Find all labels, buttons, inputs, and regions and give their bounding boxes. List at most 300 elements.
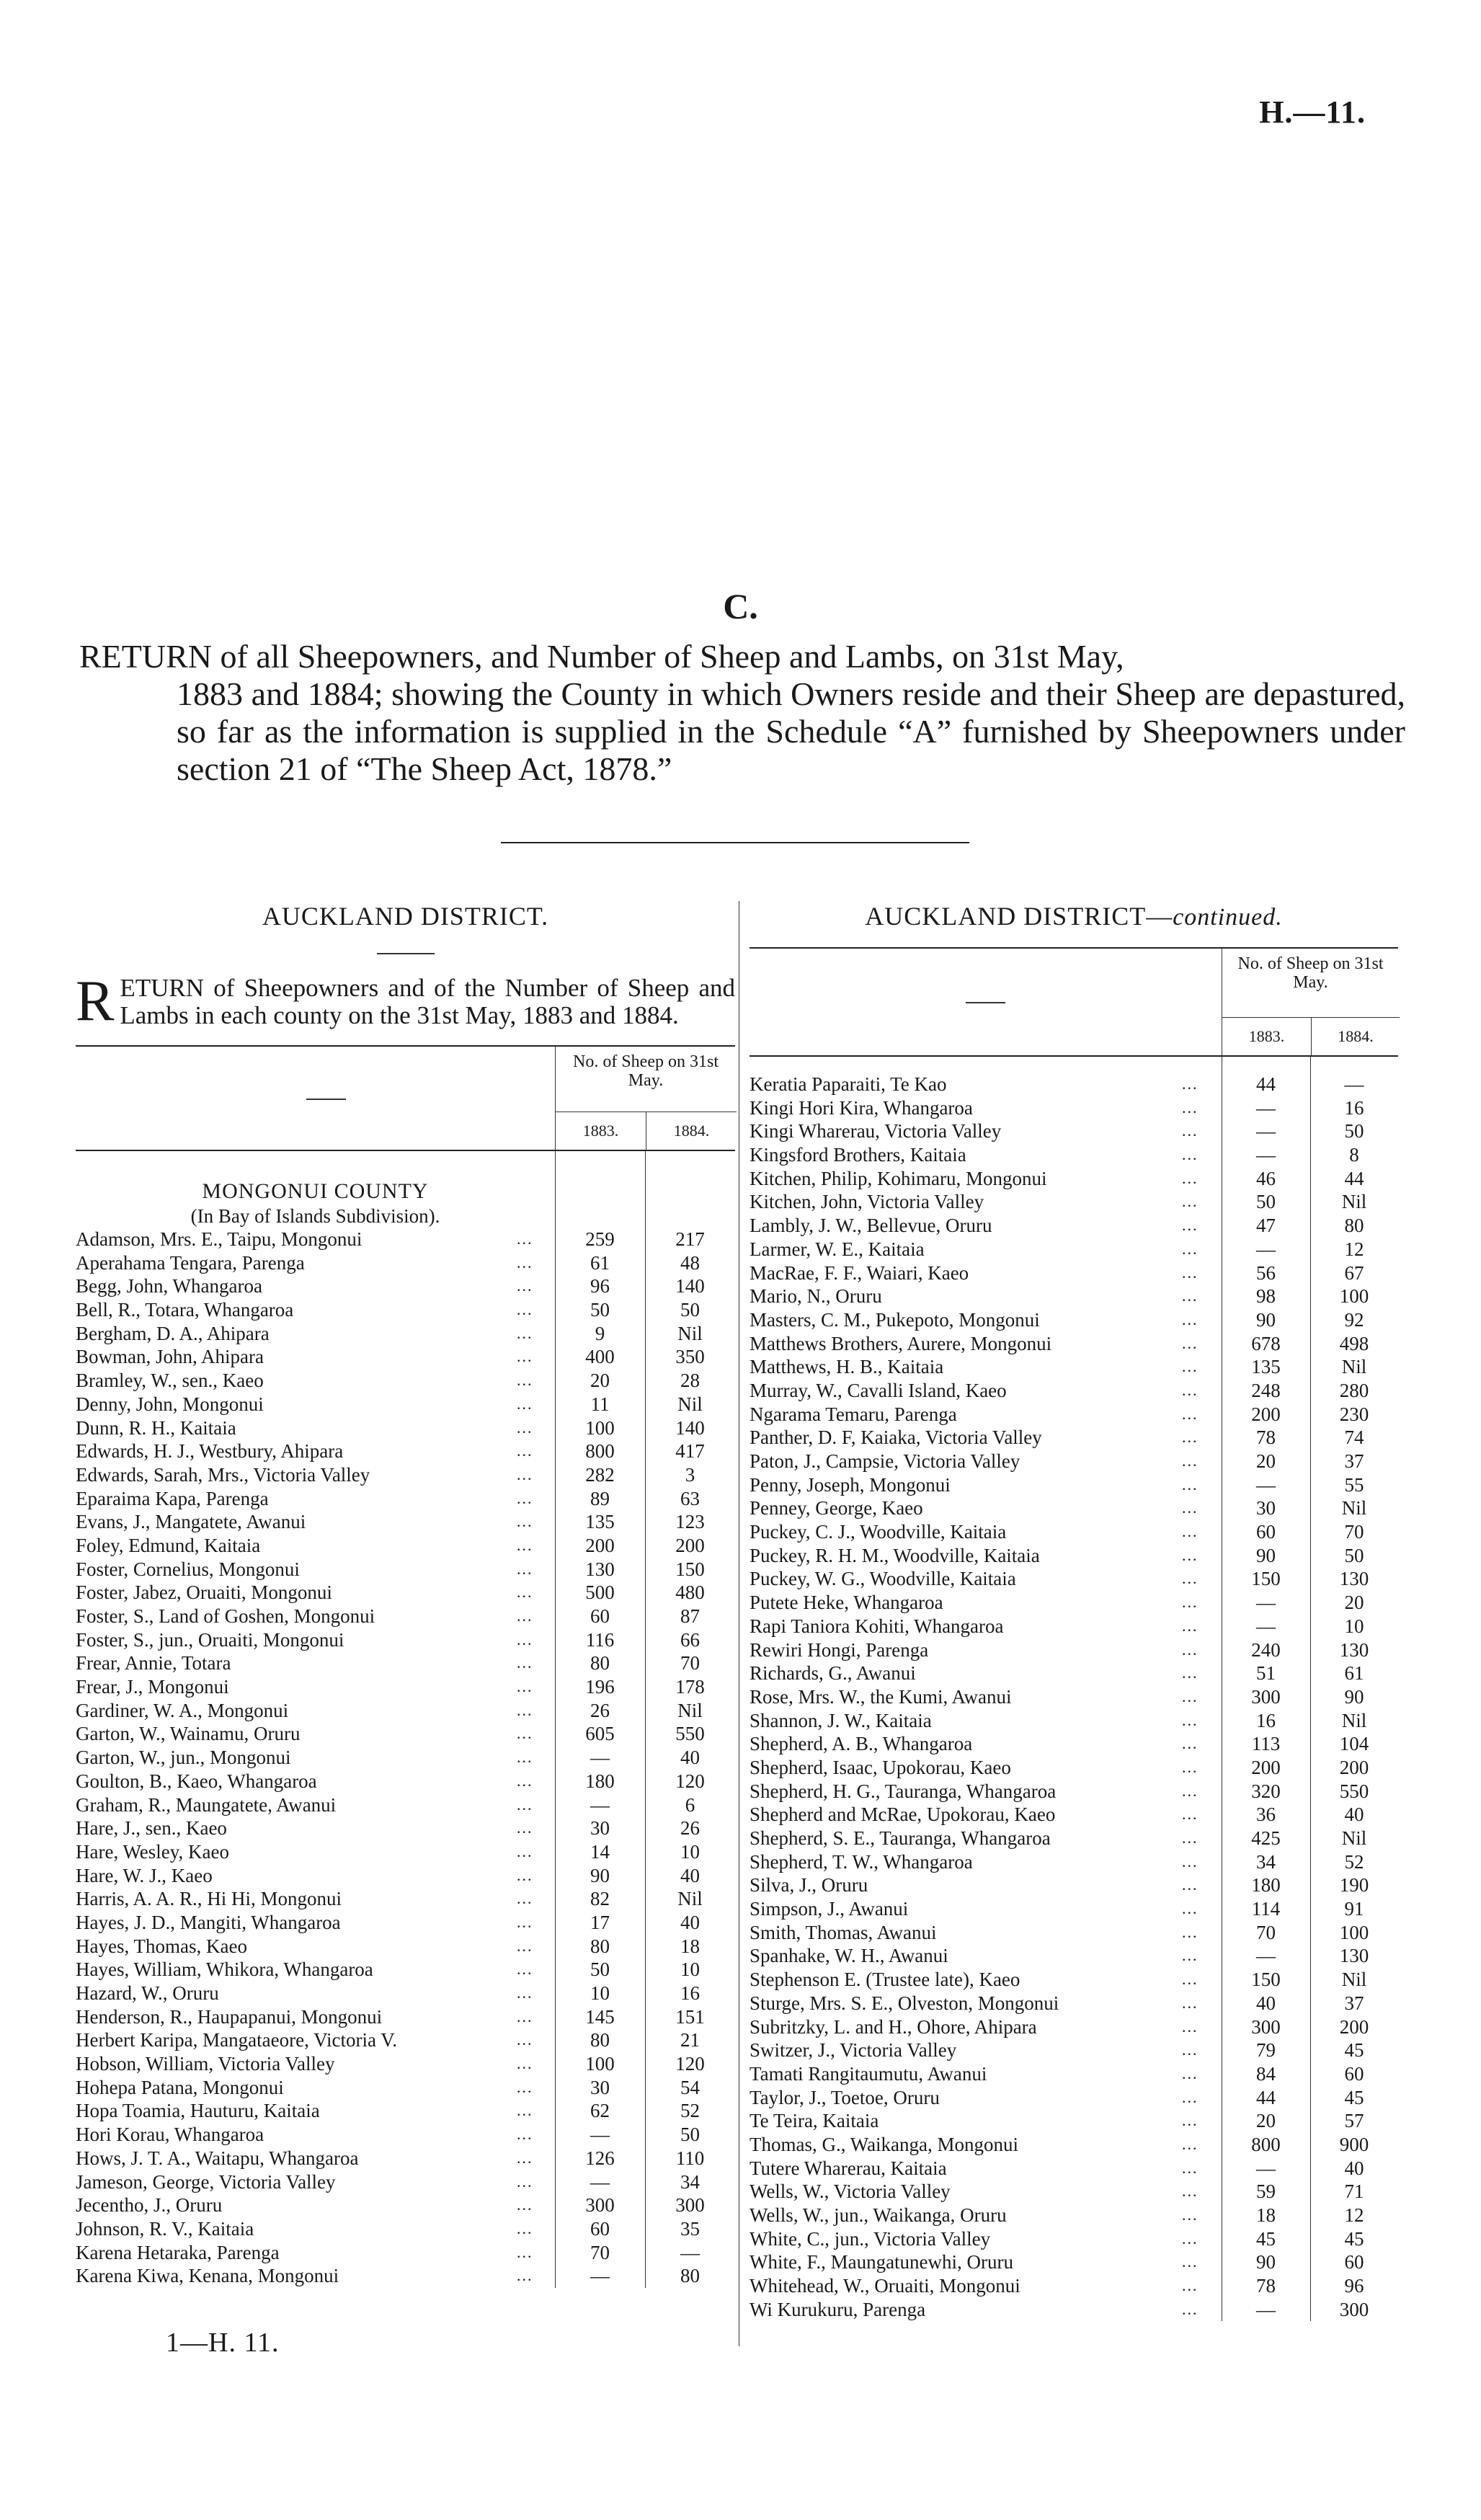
table-row	[76, 1510, 735, 1534]
owner-name: Garton, W., jun., Mongonui	[76, 1747, 291, 1769]
owner-name: Keratia Paparaiti, Te Kao	[750, 1073, 947, 1095]
owner-name: Shepherd and McRae, Upokorau, Kaeo	[750, 1804, 1056, 1826]
table-row	[750, 1308, 1398, 1332]
owner-name: Tamati Rangitaumutu, Awanui	[750, 2062, 987, 2085]
leader-dots: ...	[1182, 1876, 1198, 1894]
owner-name: Graham, R., Maungatete, Awanui	[76, 1793, 337, 1816]
owner-name: Tutere Wharerau, Kaitaia	[750, 2157, 947, 2179]
value-1884: 54	[680, 2076, 700, 2098]
table-row	[750, 1355, 1398, 1379]
value-1884: 120	[675, 1770, 705, 1792]
owner-name: Smith, Thomas, Awanui	[750, 1921, 937, 1943]
owner-name: Hare, W. J., Kaeo	[76, 1864, 213, 1886]
value-1883: 90	[1256, 2251, 1276, 2273]
owner-name: Rapi Taniora Kohiti, Whangaroa	[750, 1615, 1004, 1637]
table-row	[750, 1520, 1398, 1544]
value-1884: 110	[675, 2147, 705, 2169]
value-1884: 300	[1339, 2298, 1369, 2320]
value-1884: 60	[1344, 2251, 1364, 2273]
owner-name: Garton, W., Wainamu, Oruru	[76, 1723, 301, 1745]
leader-dots: ...	[1182, 1168, 1198, 1187]
table-row	[76, 1699, 735, 1723]
leader-dots: ...	[1182, 1263, 1198, 1282]
table-row	[76, 1793, 735, 1817]
leader-dots: ...	[517, 1865, 533, 1884]
value-1884: 40	[1344, 2157, 1364, 2179]
table-row	[750, 1732, 1398, 1756]
value-1884: 91	[1344, 1898, 1364, 1920]
value-1884: 150	[675, 1558, 705, 1580]
value-1884: Nil	[1341, 1356, 1367, 1378]
value-1884: 61	[1344, 1662, 1364, 1685]
value-1884: 60	[1344, 2062, 1364, 2085]
value-1884: 3	[685, 1463, 695, 1486]
owner-name: Eparaima Kapa, Parenga	[76, 1487, 269, 1509]
value-1883: 116	[585, 1628, 615, 1651]
owner-name: Hare, Wesley, Kaeo	[76, 1840, 229, 1863]
leader-dots: ...	[1182, 1852, 1198, 1871]
owner-name: Hazard, W., Oruru	[76, 1982, 219, 2004]
leader-dots: ...	[517, 1936, 533, 1955]
table-row	[750, 2157, 1398, 2180]
value-1884: 37	[1344, 1450, 1364, 1472]
owner-name: Shepherd, T. W., Whangaroa	[750, 1850, 973, 1873]
table-row	[750, 2086, 1398, 2110]
leader-dots: ...	[1182, 1545, 1198, 1564]
value-1884: 90	[1344, 1685, 1364, 1708]
value-1884: 8	[1349, 1144, 1359, 1166]
leader-dots: ...	[517, 1489, 533, 1507]
leader-dots: ...	[517, 1607, 533, 1625]
owner-name: Hayes, J. D., Mangiti, Whangaroa	[76, 1911, 341, 1933]
table-row	[76, 1369, 735, 1393]
leader-dots: ...	[517, 1347, 533, 1366]
owner-name: Herbert Karipa, Mangataeore, Victoria V.	[76, 2029, 397, 2051]
leader-dots: ...	[1182, 1993, 1198, 2012]
leader-dots: ...	[517, 2054, 533, 2073]
leader-dots: ...	[1182, 1757, 1198, 1776]
value-1884: 57	[1344, 2110, 1364, 2132]
table-row	[750, 1661, 1398, 1685]
leader-dots: ...	[517, 1912, 533, 1931]
right-sheep-group	[1222, 949, 1399, 1055]
leader-dots: ...	[517, 1300, 533, 1319]
table-row	[750, 1143, 1398, 1167]
table-row	[76, 1651, 735, 1675]
owner-name: Spanhake, W. H., Awanui	[750, 1945, 948, 1967]
value-1884: 70	[1344, 1521, 1364, 1543]
value-1884: 280	[1339, 1379, 1369, 1401]
leader-dots: ...	[1182, 1216, 1198, 1235]
leader-dots: ...	[517, 1535, 533, 1554]
owner-name: Karena Hetaraka, Parenga	[76, 2241, 280, 2263]
value-1883: —	[590, 2265, 610, 2287]
owner-name: Te Teira, Kaitaia	[750, 2110, 879, 2132]
value-1884: 18	[680, 1935, 700, 1957]
leader-dots: ...	[1182, 1899, 1198, 1918]
right-table-header	[750, 947, 1398, 1057]
value-1884: 40	[680, 1747, 700, 1769]
table-row	[750, 2062, 1398, 2086]
value-1884: Nil	[1341, 1497, 1367, 1519]
table-row	[76, 1298, 735, 1322]
value-1883: 10	[590, 1982, 610, 2004]
owner-name: Kitchen, John, Victoria Valley	[750, 1191, 984, 1213]
subdivision-heading: (In Bay of Islands Subdivision).	[190, 1205, 440, 1227]
table-row	[750, 1403, 1398, 1427]
owner-name: White, F., Maungatunewhi, Oruru	[750, 2251, 1014, 2273]
table-row	[750, 2204, 1398, 2227]
right-column	[750, 901, 1398, 2321]
table-row	[750, 2109, 1398, 2133]
value-1884: 10	[1344, 1615, 1364, 1637]
county-heading: MONGONUI COUNTY	[202, 1179, 429, 1203]
owner-name: Frear, Annie, Totara	[76, 1652, 231, 1674]
owner-name: Jecentho, J., Oruru	[76, 2194, 223, 2217]
leader-dots: ...	[517, 1512, 533, 1531]
value-1884: 44	[1344, 1167, 1364, 1189]
owner-name: Bramley, W., sen., Kaeo	[76, 1370, 264, 1392]
table-row	[750, 1073, 1398, 1096]
value-1883: 51	[1256, 1662, 1276, 1685]
table-row	[76, 2099, 735, 2123]
leader-dots: ...	[1182, 1334, 1198, 1352]
table-row	[750, 1615, 1398, 1638]
value-1883: 800	[1251, 2133, 1281, 2155]
table-row	[750, 1944, 1398, 1968]
table-row	[76, 1816, 735, 1840]
table-row	[76, 2193, 735, 2217]
value-1883: 30	[590, 2076, 610, 2098]
value-1884: 70	[680, 1652, 700, 1674]
value-1884: 48	[680, 1251, 700, 1274]
value-1884: 300	[675, 2194, 705, 2217]
value-1884: 104	[1339, 1733, 1369, 1755]
value-1883: 100	[585, 1416, 615, 1439]
leader-dots: ...	[1182, 2229, 1198, 2248]
value-1883: 90	[1256, 1544, 1276, 1566]
return-title	[79, 638, 1405, 788]
leader-dots: ...	[1182, 1380, 1198, 1399]
owner-name: Rewiri Hongi, Parenga	[750, 1638, 929, 1661]
value-1884: —	[680, 2241, 700, 2263]
table-row	[750, 1873, 1398, 1897]
value-1883: 70	[1256, 1921, 1276, 1943]
value-1883: 300	[1251, 1685, 1281, 1708]
owner-name: Hobson, William, Victoria Valley	[76, 2053, 335, 2075]
owner-name: Subritzky, L. and H., Ohore, Ahipara	[750, 2015, 1037, 2038]
leader-dots: ...	[1182, 1664, 1198, 1682]
leader-dots: ...	[517, 1253, 533, 1272]
leader-dots: ...	[517, 1748, 533, 1767]
table-row	[750, 2274, 1398, 2298]
value-1884: 92	[1344, 1308, 1364, 1331]
leader-dots: ...	[1182, 1616, 1198, 1635]
intro-dropcap: R	[76, 970, 115, 1033]
value-1883: 34	[1256, 1850, 1276, 1873]
owner-name: Shepherd, H. G., Tauranga, Whangaroa	[750, 1780, 1057, 1802]
value-1883: 90	[590, 1864, 610, 1886]
leader-dots: ...	[1182, 2111, 1198, 2130]
leader-dots: ...	[1182, 2299, 1198, 2318]
value-1883: —	[590, 1793, 610, 1816]
owner-name: Foster, S., Land of Goshen, Mongonui	[76, 1605, 375, 1627]
value-1883: 200	[585, 1534, 615, 1556]
table-row	[76, 1581, 735, 1605]
leader-dots: ...	[517, 1842, 533, 1860]
leader-dots: ...	[517, 1559, 533, 1578]
value-1883: 40	[1256, 1992, 1276, 2014]
table-row	[76, 1558, 735, 1581]
table-row	[76, 1463, 735, 1487]
owner-name: Begg, John, Whangaroa	[76, 1275, 262, 1297]
owner-name: Hopa Toamia, Hauturu, Kaitaia	[76, 2100, 320, 2122]
value-1883: 78	[1256, 1427, 1276, 1449]
value-1884: 130	[1339, 1945, 1369, 1967]
left-district-heading: AUCKLAND DISTRICT.	[262, 902, 549, 931]
value-1884: 230	[1339, 1403, 1369, 1425]
value-1883: —	[1256, 1238, 1276, 1260]
leader-dots: ...	[1182, 1075, 1198, 1093]
table-row	[76, 2147, 735, 2170]
table-row	[76, 1958, 735, 1982]
value-1884: 35	[680, 2217, 700, 2240]
value-1884: 50	[680, 2124, 700, 2146]
table-row	[76, 1911, 735, 1935]
value-1883: 60	[590, 2217, 610, 2240]
leader-dots: ...	[517, 1724, 533, 1743]
owner-name: Thomas, G., Waikanga, Mongonui	[750, 2133, 1019, 2155]
value-1884: Nil	[677, 1322, 703, 1344]
value-1883: —	[1256, 1592, 1276, 1614]
value-1883: 62	[590, 2100, 610, 2122]
owner-name: Stephenson E. (Trustee late), Kaeo	[750, 1969, 1020, 1991]
value-1884: 200	[1339, 1756, 1369, 1778]
owner-name: Hows, J. T. A., Waitapu, Whangaroa	[76, 2147, 359, 2169]
value-1884: Nil	[677, 1393, 703, 1415]
value-1883: —	[590, 2170, 610, 2193]
value-1884: 12	[1344, 2204, 1364, 2226]
value-1884: Nil	[1341, 1191, 1367, 1213]
value-1884: 550	[675, 1723, 705, 1745]
table-row	[750, 1379, 1398, 1403]
owner-name: Puckey, C. J., Woodville, Kaitaia	[750, 1521, 1007, 1543]
value-1883: 20	[1256, 2110, 1276, 2132]
value-1884: 130	[1339, 1568, 1369, 1590]
table-row	[750, 2298, 1398, 2322]
value-1883: 180	[585, 1770, 615, 1792]
value-1883: 800	[585, 1440, 615, 1463]
owner-name: Edwards, Sarah, Mrs., Victoria Valley	[76, 1463, 370, 1486]
owner-name: Penny, Joseph, Mongonui	[750, 1473, 951, 1496]
value-1884: 10	[680, 1840, 700, 1863]
table-row	[750, 1496, 1398, 1520]
value-1884: 417	[675, 1440, 705, 1463]
value-1884: 50	[1344, 1120, 1364, 1143]
owner-name: Denny, John, Mongonui	[76, 1393, 264, 1415]
table-row	[750, 1803, 1398, 1827]
value-1884: 45	[1344, 2086, 1364, 2108]
leader-dots: ...	[517, 1371, 533, 1390]
value-1884: 130	[1339, 1638, 1369, 1661]
leader-dots: ...	[1182, 1404, 1198, 1423]
value-1883: 16	[1256, 1709, 1276, 1731]
value-1883: 80	[590, 2029, 610, 2051]
owner-name: Bergham, D. A., Ahipara	[76, 1322, 270, 1344]
value-1884: 63	[680, 1487, 700, 1509]
value-1883: —	[1256, 1144, 1276, 1166]
table-row	[76, 1228, 735, 1251]
leader-dots: ...	[1182, 2206, 1198, 2224]
owner-name: Johnson, R. V., Kaitaia	[76, 2217, 254, 2240]
leader-dots: ...	[1182, 1734, 1198, 1753]
owner-name: Matthews, H. B., Kaitaia	[750, 1356, 944, 1378]
value-1883: 282	[585, 1463, 615, 1486]
leader-dots: ...	[1182, 1970, 1198, 1989]
value-1884: 52	[680, 2100, 700, 2122]
value-1884: 50	[1344, 1544, 1364, 1566]
table-row	[76, 1487, 735, 1511]
owner-name: Kingsford Brothers, Kaitaia	[750, 1144, 966, 1166]
leader-dots: ...	[1182, 1640, 1198, 1659]
value-1883: 145	[585, 2005, 615, 2028]
value-1883: 114	[1251, 1898, 1281, 1920]
owner-name: Wells, W., Victoria Valley	[750, 2180, 951, 2203]
value-1884: 480	[675, 1581, 705, 1604]
value-1884: Nil	[677, 1699, 703, 1721]
leader-dots: ...	[517, 2196, 533, 2214]
leader-dots: ...	[517, 2031, 533, 2049]
table-row	[76, 1274, 735, 1298]
value-1884: 26	[680, 1817, 700, 1840]
value-1884: 6	[685, 1793, 695, 1816]
value-1884: 45	[1344, 2227, 1364, 2250]
owner-name: Ngarama Temaru, Parenga	[750, 1403, 957, 1425]
value-1883: 26	[590, 1699, 610, 1721]
owner-name: Gardiner, W. A., Mongonui	[76, 1699, 289, 1721]
leader-dots: ...	[517, 2101, 533, 2120]
leader-dots: ...	[1182, 2134, 1198, 2153]
value-1883: 80	[590, 1935, 610, 1957]
right-year-1883: 1883.	[1222, 1017, 1311, 1055]
value-1883: 98	[1256, 1285, 1276, 1308]
table-row	[750, 1921, 1398, 1945]
table-row	[750, 2015, 1398, 2039]
left-intro	[76, 970, 735, 1033]
left-group-title: No. of Sheep on 31st May.	[573, 1052, 719, 1090]
table-row	[750, 1756, 1398, 1780]
right-table-body	[750, 1057, 1398, 2321]
table-row	[750, 1827, 1398, 1850]
table-row	[76, 1722, 735, 1746]
leader-dots: ...	[1182, 1711, 1198, 1729]
leader-dots: ...	[517, 1418, 533, 1437]
value-1883: 36	[1256, 1804, 1276, 1826]
table-row	[750, 1190, 1398, 1214]
right-group-title: No. of Sheep on 31st May.	[1237, 954, 1384, 992]
leader-dots: ...	[1182, 1781, 1198, 1800]
value-1883: 400	[585, 1346, 615, 1368]
value-1884: 74	[1344, 1427, 1364, 1449]
leader-dots: ...	[1182, 1122, 1198, 1140]
table-row	[76, 1840, 735, 1864]
table-row	[76, 1605, 735, 1628]
leader-dots: ...	[517, 2172, 533, 2191]
value-1883: 113	[1251, 1733, 1281, 1755]
leader-dots: ...	[517, 2007, 533, 2026]
value-1883: 50	[590, 1958, 610, 1981]
table-row	[750, 1850, 1398, 1874]
value-1883: 150	[1251, 1969, 1281, 1991]
table-row	[76, 1416, 735, 1440]
table-row	[750, 1285, 1398, 1308]
value-1883: —	[1256, 1120, 1276, 1143]
owner-name: Kitchen, Philip, Kohimaru, Mongonui	[750, 1167, 1047, 1189]
value-1884: 20	[1344, 1592, 1364, 1614]
owner-name: Shepherd, S. E., Tauranga, Whangaroa	[750, 1827, 1051, 1849]
value-1883: 50	[590, 1299, 610, 1321]
table-row	[750, 1119, 1398, 1143]
value-1883: 135	[585, 1511, 615, 1533]
value-1884: Nil	[1341, 1709, 1367, 1731]
leader-dots: ...	[1182, 2064, 1198, 2082]
value-1884: 151	[675, 2005, 705, 2028]
table-row	[76, 1864, 735, 1888]
value-1884: 350	[675, 1346, 705, 1368]
table-row	[76, 1322, 735, 1346]
table-row	[750, 1591, 1398, 1615]
leader-dots: ...	[1182, 2088, 1198, 2106]
right-district-name: AUCKLAND DISTRICT—	[865, 902, 1173, 931]
value-1883: 248	[1251, 1379, 1281, 1401]
value-1884: 37	[1344, 1992, 1364, 2014]
value-1883: 500	[585, 1581, 615, 1604]
right-year-1884: 1884.	[1311, 1017, 1400, 1055]
leader-dots: ...	[517, 1277, 533, 1295]
value-1883: 320	[1251, 1780, 1281, 1802]
value-1883: 135	[1251, 1356, 1281, 1378]
table-row	[750, 1780, 1398, 1804]
value-1883: —	[1256, 1473, 1276, 1496]
owner-name: Larmer, W. E., Kaitaia	[750, 1238, 925, 1260]
leader-dots: ...	[1182, 1593, 1198, 1612]
value-1884: 550	[1339, 1780, 1369, 1802]
value-1884: 66	[680, 1628, 700, 1651]
owner-name: Edwards, H. J., Westbury, Ahipara	[76, 1440, 344, 1463]
value-1884: 21	[680, 2029, 700, 2051]
table-row	[750, 1968, 1398, 1992]
value-1883: 259	[585, 1228, 615, 1250]
table-row	[76, 1887, 735, 1911]
value-1884: 190	[1339, 1874, 1369, 1896]
leader-dots: ...	[1182, 1805, 1198, 1824]
value-1883: —	[1256, 1945, 1276, 1967]
table-row	[750, 1426, 1398, 1450]
value-1884: 80	[680, 2265, 700, 2287]
owner-name: Foster, S., jun., Oruaiti, Mongonui	[76, 1628, 344, 1651]
value-1884: 200	[675, 1534, 705, 1556]
leader-dots: ...	[1182, 1428, 1198, 1447]
leader-dots: ...	[517, 1960, 533, 1979]
value-1884: Nil	[1341, 1969, 1367, 1991]
leader-dots: ...	[517, 2242, 533, 2261]
leader-dots: ...	[1182, 1522, 1198, 1541]
table-row	[750, 1567, 1398, 1591]
right-district-continued: continued.	[1173, 904, 1283, 931]
right-header-dash	[966, 1002, 1005, 1003]
value-1883: —	[1256, 2157, 1276, 2179]
value-1884: 16	[680, 1982, 700, 2004]
